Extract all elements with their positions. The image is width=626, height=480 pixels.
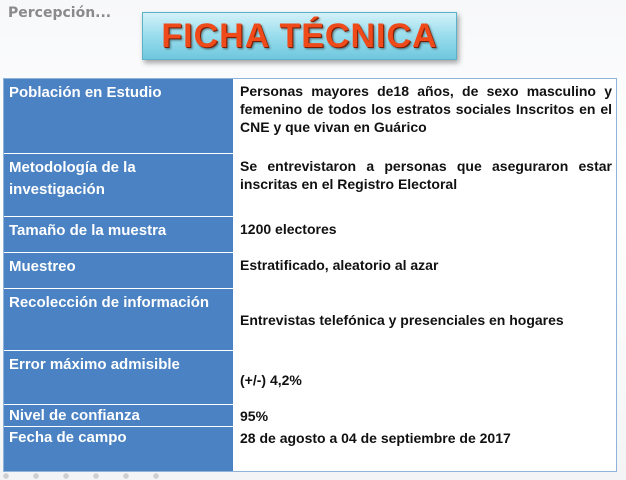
section-kicker: Percepción... (8, 5, 112, 21)
table-row (4, 217, 616, 253)
row-value: Se entrevistaron a personas que aseguraron estar inscritas en el Registro Electoral (240, 158, 612, 192)
row-label: Muestreo (4, 253, 233, 289)
technical-sheet-table (3, 78, 617, 472)
table-row (4, 427, 616, 471)
row-label: Tamaño de la muestra (4, 217, 233, 253)
row-value: Estratificado, aleatorio al azar (240, 257, 439, 273)
row-value: 28 de agosto a 04 de septiembre de 2017 (240, 430, 511, 446)
table-row (4, 79, 616, 154)
row-label: Población en Estudio (4, 79, 233, 154)
table-row (4, 154, 616, 217)
row-value: (+/-) 4,2% (240, 372, 302, 388)
decorative-dots (2, 472, 162, 480)
row-label: Fecha de campo (4, 427, 233, 471)
table-row (4, 405, 616, 427)
title-banner (142, 12, 457, 60)
row-label: Metodología de la investigación (4, 154, 233, 217)
row-value: Entrevistas telefónica y presenciales en hogares (240, 312, 564, 328)
row-value: Personas mayores de18 años, de sexo masculino y femenino de todos los estratos sociales Inscritos en el CNE y que vivan en Guárico (240, 83, 612, 135)
row-value: 1200 electores (240, 221, 337, 237)
table-row (4, 253, 616, 289)
row-label: Nivel de confianza (4, 405, 233, 427)
page-title: FICHA TÉCNICA (161, 16, 438, 55)
row-label: Recolección de información (4, 289, 233, 351)
row-value: 95% (240, 408, 269, 424)
row-label: Error máximo admisible (4, 351, 233, 405)
table-row (4, 289, 616, 351)
table-row (4, 351, 616, 405)
